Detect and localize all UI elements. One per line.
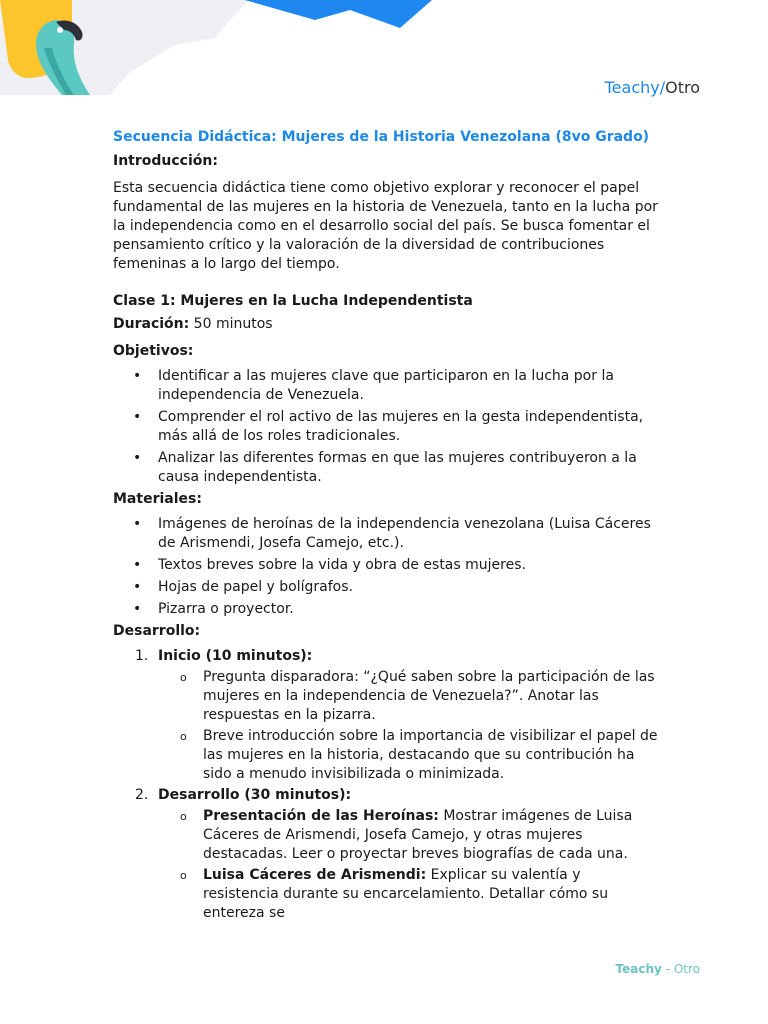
duration-value: 50 minutos (189, 316, 273, 332)
clase1-heading: Clase 1: Mujeres en la Lucha Independentista (113, 293, 473, 309)
step-subitems (158, 807, 658, 923)
step-title: Desarrollo (30 minutos): (158, 787, 352, 803)
sub-item-text: Breve introducción sobre la importancia de visibilizar el papel de las mujeres en la historia, destacando que su contribución ha sido a menudo invisibilizada o minimizada. (203, 728, 658, 782)
list-item: • Identificar a las mujeres clave que participaron en la lucha por la independencia de Venezuela. (113, 367, 658, 405)
sub-item-text: Mostrar imágenes de Luisa Cáceres de Arismendi, Josefa Camejo, y otras mujeres destacadas. Leer o proyectar breves biografías de cada una. (203, 808, 633, 862)
list-item: • Analizar las diferentes formas en que las mujeres contribuyeron a la causa independentista. (113, 449, 658, 487)
brand-header (605, 78, 700, 97)
duration-label: Duración: (113, 316, 190, 332)
list-item: • Imágenes de heroínas de la independencia venezolana (Luisa Cáceres de Arismendi, Josefa Camejo, etc.). (113, 515, 658, 553)
sub-item (158, 866, 658, 923)
document-body (113, 128, 658, 925)
list-item: • Comprender el rol activo de las mujeres en la gesta independentista, más allá de los roles tradicionales. (113, 408, 658, 446)
sub-item-text: Pregunta disparadora: “¿Qué saben sobre la participación de las mujeres en la independencia de Venezuela?”. Anotar las respuestas en la pizarra. (203, 669, 655, 723)
brand-name: Teachy (604, 78, 660, 97)
step-number: 1. (135, 648, 149, 664)
materials-list (113, 515, 658, 619)
sub-item-bold: Presentación de las Heroínas: (203, 808, 439, 824)
step-number: 2. (135, 787, 149, 803)
development-steps (113, 647, 658, 923)
document-title: Secuencia Didáctica: Mujeres de la Historia Venezolana (8vo Grado) (113, 129, 650, 145)
intro-heading: Introducción: (113, 153, 218, 169)
duration-line (113, 315, 658, 334)
list-item: • Pizarra o proyector. (113, 600, 658, 619)
footer-brand: Teachy (615, 962, 662, 976)
sub-item-bold: Luisa Cáceres de Arismendi: (203, 867, 427, 883)
sub-item-text: Explicar su valentía y resistencia durante su encarcelamiento. Detallar cómo su entereza se (203, 867, 609, 921)
page-footer (616, 962, 700, 976)
footer-separator: - (661, 962, 674, 976)
brand-separator: / (659, 78, 666, 97)
sub-item (158, 668, 658, 725)
intro-text: Esta secuencia didáctica tiene como objetivo explorar y reconocer el papel fundamental de las mujeres en la historia de Venezuela, tanto en la lucha por la independencia como en el desarrollo social del país. Se busca fomentar el pensamiento crítico y la valoración de la diversidad de contribuciones femeninas a lo largo del tiempo. (113, 180, 658, 272)
objectives-heading: Objetivos: (113, 343, 194, 359)
brand-category: Otro (665, 78, 700, 97)
sub-item (158, 807, 658, 864)
list-item: • Hojas de papel y bolígrafos. (113, 578, 658, 597)
step-item (113, 647, 658, 784)
step-subitems (158, 668, 658, 784)
materials-heading: Materiales: (113, 491, 202, 507)
footer-category: Otro (673, 962, 700, 976)
sub-item (158, 727, 658, 784)
step-title: Inicio (10 minutos): (158, 648, 313, 664)
list-item: • Textos breves sobre la vida y obra de estas mujeres. (113, 556, 658, 575)
step-item (113, 786, 658, 923)
objectives-list (113, 367, 658, 487)
development-heading: Desarrollo: (113, 623, 201, 639)
